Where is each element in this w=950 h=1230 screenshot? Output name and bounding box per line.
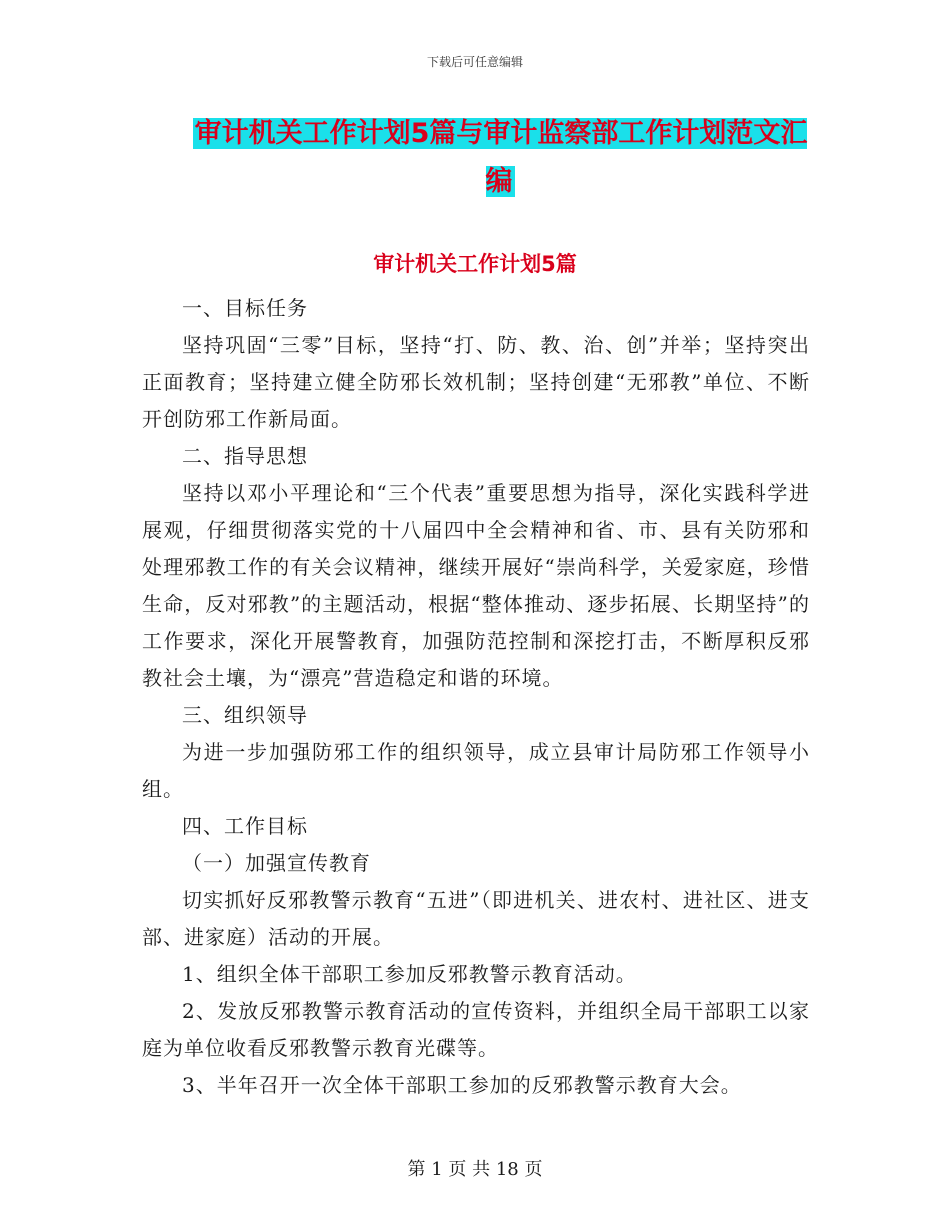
subheading-publicity: （一）加强宣传教育 (182, 851, 371, 875)
page-footer: 第 1 页 共 18 页 (407, 1159, 543, 1180)
paragraph: 切实抓好反邪教警示教育“五进”（即进机关、进农村、进社区、进支部、进家庭）活动的开展。 (142, 888, 810, 949)
paragraph: 坚持巩固“三零”目标，坚持“打、防、教、治、创”并举；坚持突出正面教育；坚持建立健全防邪长效机制；坚持创建“无邪教”单位、不断开创防邪工作新局面。 (142, 333, 810, 431)
paragraph: 为进一步加强防邪工作的组织领导，成立县审计局防邪工作领导小组。 (142, 740, 810, 801)
heading-organization: 三、组织领导 (182, 703, 308, 727)
list-item: 1、组织全体干部职工参加反邪教警示教育活动。 (182, 962, 637, 986)
section-title: 审计机关工作计划5篇 (373, 252, 577, 276)
list-item: 3、半年召开一次全体干部职工参加的反邪教警示教育大会。 (182, 1073, 742, 1097)
document-title (190, 110, 810, 206)
heading-goals: 一、目标任务 (182, 296, 308, 320)
paragraph: 坚持以邓小平理论和“三个代表”重要思想为指导，深化实践科学进展观，仔细贯彻落实党的十八届四中全会精神和省、市、县有关防邪和处理邪教工作的有关会议精神，继续开展好“崇尚科学，关爱家庭，珍惜生命，反对邪教”的主题活动，根据“整体推动、逐步拓展、长期坚持”的工作要求，深化开展警教育，加强防范控制和深挖打击，不断厚积反邪教社会土壤，为“漂亮”营造稳定和谐的环境。 (142, 481, 810, 690)
heading-work-targets: 四、工作目标 (182, 814, 308, 838)
list-item: 2、发放反邪教警示教育活动的宣传资料，并组织全局干部职工以家庭为单位收看反邪教警示教育光碟等。 (142, 999, 810, 1060)
heading-guiding-thought: 二、指导思想 (182, 444, 308, 468)
document-body (142, 290, 810, 1104)
header-note: 下载后可任意编辑 (426, 55, 523, 69)
document-title-text: 审计机关工作计划5篇与审计监察部工作计划范文汇编 (194, 118, 808, 197)
